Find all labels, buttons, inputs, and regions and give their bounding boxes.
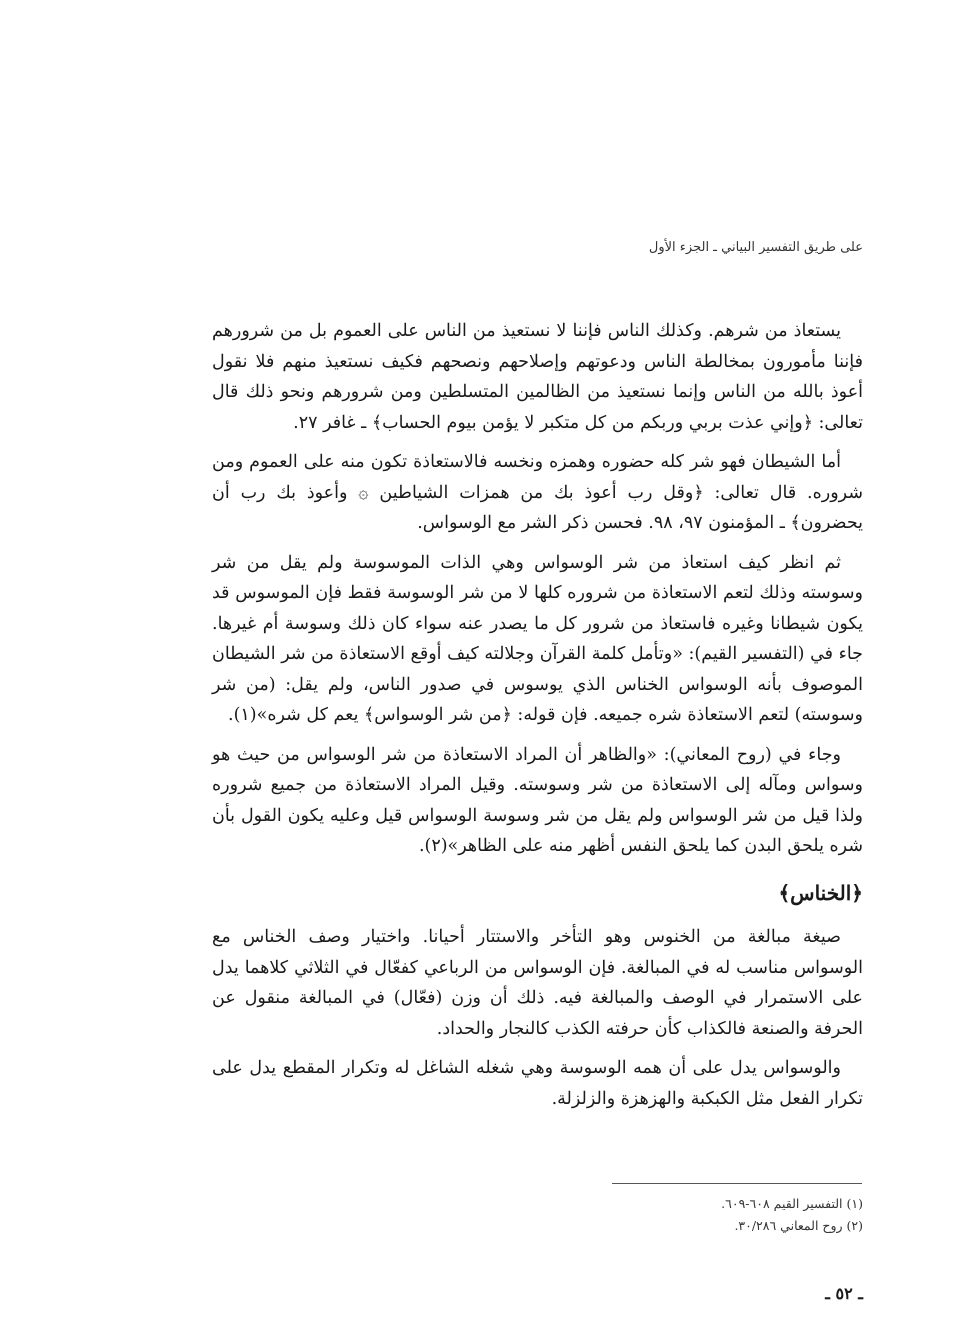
running-header: على طريق التفسير البياني ـ الجزء الأول [648, 240, 863, 255]
page-number: ـ ٥٢ ـ [825, 1284, 863, 1303]
paragraph: أما الشيطان فهو شر كله حضوره وهمزه ونخسه فالاستعاذة تكون منه على العموم ومن شروره. قال تعالى: ﴿وقل رب أعوذ بك من همزات الشياطين ۞ وأعوذ بك رب أن يحضرون﴾ ـ المؤمنون ٩٧، ٩٨. فحسن ذكر الشر مع الوسواس. [212, 452, 863, 533]
paragraph: والوسواس يدل على أن همه الوسوسة وهي شغله الشاغل له وتكرار المقطع يدل على تكرار الفعل مثل الكبكبة والهزهزة والزلزلة. [212, 1058, 863, 1109]
paragraph: صيغة مبالغة من الخنوس وهو التأخر والاستتار أحيانا. واختيار وصف الخناس مع الوسواس مناسب له في المبالغة. فإن الوسواس من الرباعي كفعّال في الثلاثي كلاهما يدل على الاستمرار في الوصف والمبالغة فيه. ذلك أن وزن (فعّال) في المبالغة منقول عن الحرفة والصنعة فالكذاب كأن حرفته الكذب كالنجار والحداد. [212, 927, 863, 1039]
paragraph: يستعاذ من شرهم. وكذلك الناس فإننا لا نستعيذ من الناس على العموم بل من شرورهم فإننا مأمورون بمخالطة الناس ودعوتهم وإصلاحهم ونصحهم فكيف نستعيذ منهم فلا نقول أعوذ بالله من الناس وإنما نستعيذ من الظالمين المتسلطين ومن شرورهم ونحو ذلك قال تعالى: ﴿وإني عذت بربي وربكم من كل متكبر لا يؤمن بيوم الحساب﴾ ـ غافر ٢٧. [212, 321, 863, 433]
paragraph: وجاء في (روح المعاني): «والظاهر أن المراد الاستعاذة من شر الوسواس من حيث هو وسواس ومآله إلى الاستعاذة من شر وسوسته. وقيل المراد الاستعاذة من جميع شروره ولذا قيل من شر الوسواس ولم يقل من شر وسوسة الوسواس قيل وعليه يكون القول بأن شره يلحق البدن كما يلحق النفس أظهر منه على الظاهر»(٢). [212, 744, 863, 856]
paragraph: ثم انظر كيف استعاذ من شر الوسواس وهي الذات الموسوسة ولم يقل من شر وسوسته وذلك لتعم الاستعاذة من شروره كلها لا من شر الوسوسة فقط فإن الموسوس قد يكون شيطانا وغيره فاستعاذ من شرور كل ما يصدر عنه سواء كان ذلك وسوسة أم غيرها. جاء في (التفسير القيم): «وتأمل كلمة القرآن وجلالته كيف أوقع الاستعاذة من شر الشيطان الموصوف بأنه الوسواس الخناس الذي يوسوس في صدور الناس، ولم يقل: (من شر وسوسته) لتعم الاستعاذة شره جميعه. فإن قوله: ﴿من شر الوسواس﴾ يعم كل شره»(١). [212, 552, 863, 725]
body-text [212, 316, 863, 1123]
footnote: (١) التفسير القيم ٦٠٨-٦٠٩. [721, 1196, 863, 1211]
footnote-divider [612, 1183, 862, 1184]
section-heading: ﴿الخناس﴾ [778, 880, 863, 905]
footnotes [463, 1193, 863, 1237]
footnote: (٢) روح المعاني ٣٠/٢٨٦. [734, 1218, 863, 1233]
